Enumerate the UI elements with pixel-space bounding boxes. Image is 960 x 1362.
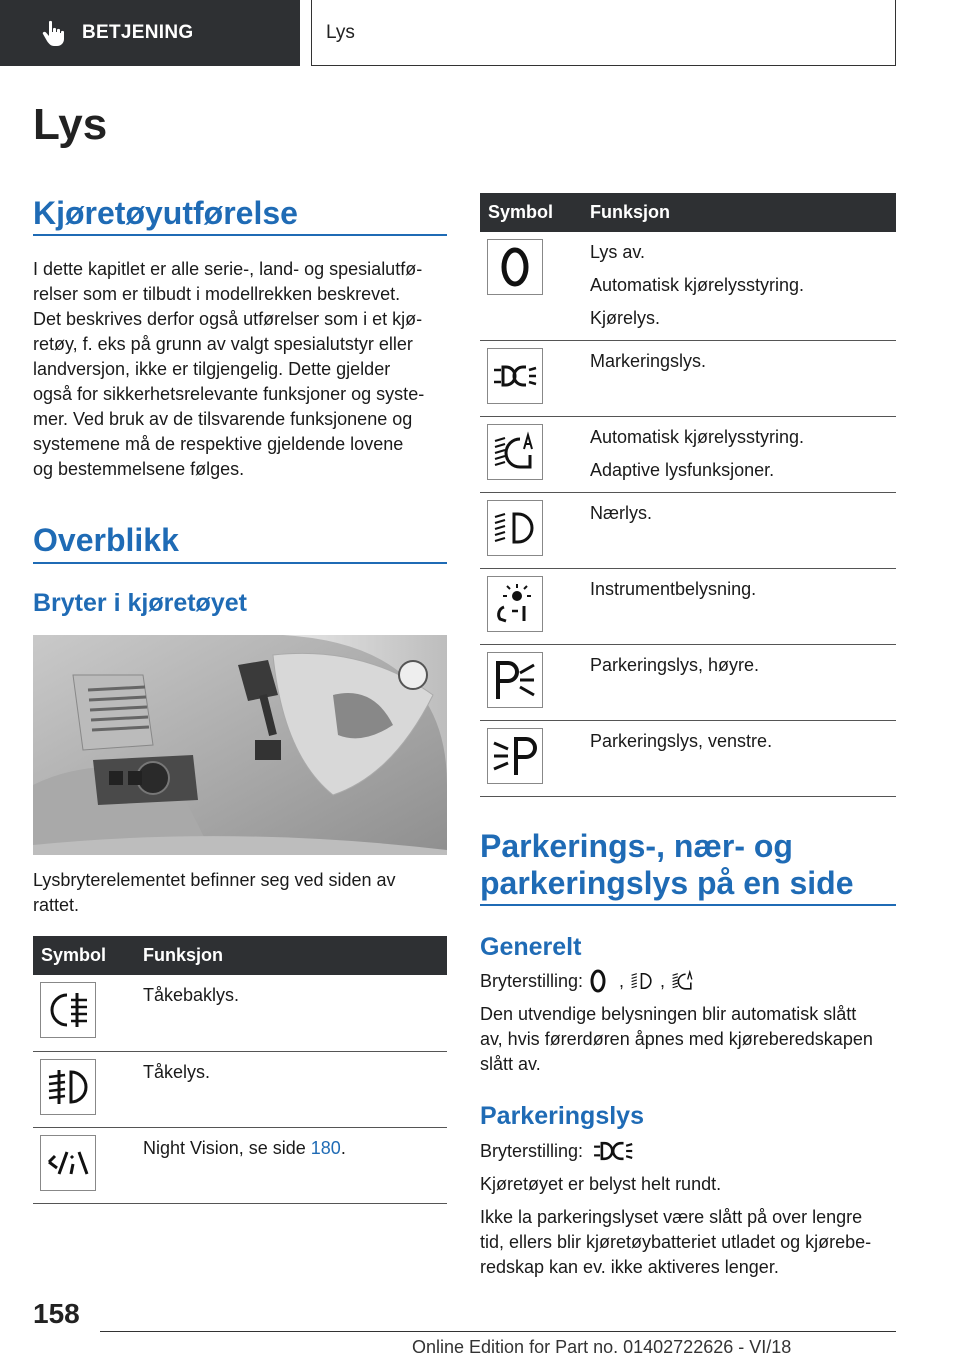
zero-icon: [487, 239, 543, 295]
section-label: BETJENING: [82, 22, 194, 43]
table-row: [480, 645, 896, 721]
low-beam-icon: [487, 500, 543, 556]
auto-headlight-icon: [487, 424, 543, 480]
section-tab[interactable]: [0, 0, 300, 66]
switch-positions-parkeringslys: Bryterstilling:: [480, 1138, 900, 1164]
dashboard-light-switch-photo: [33, 635, 447, 855]
column-header-symbol: Symbol: [33, 936, 143, 975]
symbol-table-left: [33, 936, 447, 1204]
function-text: Lys av.: [590, 242, 646, 262]
parkeringslys-line: Kjøretøyet er belyst helt rundt.: [480, 1174, 722, 1194]
chapter-tab[interactable]: [311, 0, 896, 66]
front-fog-icon: [40, 1059, 96, 1115]
footer-rule: [100, 1331, 896, 1332]
chapter-label: Lys: [326, 21, 355, 43]
table-row: [480, 569, 896, 645]
table-row: [33, 1051, 447, 1127]
photo-caption: Lysbryterelementet befinner seg ved siden av rattet.: [33, 870, 396, 915]
function-text: Parkeringslys, venstre.: [590, 731, 773, 751]
parking-right-icon: [487, 652, 543, 708]
zero-icon: [586, 968, 616, 994]
heading-rule: [480, 904, 896, 906]
page-number: 158: [33, 1298, 80, 1329]
table-row: [33, 1127, 447, 1203]
heading-parkering: Parkerings-, nær- og parkeringslys på en side: [480, 828, 854, 901]
heading-overblikk: Overblikk: [33, 522, 179, 558]
function-text: Automatisk kjørelysstyring.: [590, 427, 805, 447]
instrument-lighting-icon: [487, 576, 543, 632]
hand-pointer-icon: [40, 19, 68, 47]
side-lights-icon: [586, 1138, 642, 1164]
heading-rule: [33, 562, 447, 564]
table-row: [480, 417, 896, 493]
table-row: [480, 232, 896, 341]
table-row: [480, 721, 896, 797]
function-text: Automatisk kjørelysstyring.: [590, 275, 805, 295]
switch-positions-generelt: Bryterstilling: , ,: [480, 968, 900, 994]
function-text: Tåkebaklys.: [143, 985, 240, 1005]
night-vision-icon: [40, 1135, 96, 1191]
function-text: Tåkelys.: [143, 1061, 211, 1082]
parkeringslys-paragraph: Ikke la parkeringslyset være slått på over lengre tid, ellers blir kjøretøybatteriet utladet og kjørebe‐ redskap kan ev. ikke aktiveres lenger.: [480, 1207, 872, 1277]
function-text: Nærlys.: [590, 503, 652, 523]
function-text: Instrumentbelysning.: [590, 579, 757, 599]
parking-left-icon: [487, 728, 543, 784]
function-text: Parkeringslys, høyre.: [590, 655, 760, 675]
footer-edition: Online Edition for Part no. 01402722626 - VI/18: [412, 1337, 792, 1357]
generelt-paragraph: Den utvendige belysningen blir automatisk slått av, hvis førerdøren åpnes med kjøreberedskapen slått av.: [480, 1004, 873, 1074]
function-text: Markeringslys.: [590, 351, 707, 371]
heading-rule: [33, 234, 447, 236]
heading-parkeringslys: Parkeringslys: [480, 1102, 644, 1130]
function-text: Kjørelys.: [590, 308, 661, 328]
column-header-function: Funksjon: [143, 936, 447, 975]
page-link[interactable]: 180: [310, 1137, 341, 1158]
side-lights-icon: [487, 348, 543, 404]
function-text: Adaptive lysfunksjoner.: [590, 460, 775, 480]
function-text: Night Vision, se side 180.: [143, 1137, 346, 1158]
heading-generelt: Generelt: [480, 933, 582, 961]
table-row: [480, 493, 896, 569]
page-title: Lys: [33, 100, 108, 149]
table-row: [33, 975, 447, 1051]
heading-kjoretoyutforelse: Kjøretøyutførelse: [33, 195, 298, 231]
rear-fog-icon: [40, 982, 96, 1038]
low-beam-icon: [627, 968, 657, 994]
column-header-symbol: Symbol: [480, 193, 590, 232]
heading-bryter: Bryter i kjøretøyet: [33, 589, 247, 617]
symbol-table-right: [480, 193, 896, 797]
table-row: [480, 341, 896, 417]
auto-headlight-icon: [668, 968, 698, 994]
intro-paragraph: I dette kapitlet er alle serie-, land- og spesialutfø‐ relser som er tilbudt i modellrekken beskrevet. Det beskrives derfor også utførelser som i et kjø‐ retøy, f. eks på grunn av valgt spesialutstyr eller landversjon, ikke er tilgjengelig. Dette gjelder også for sikkerhetsrelevante funksjoner og syste‐ mer. Ved bruk av de tilsvarende funksjonene og systemene må de respektive gjeldende lovene og bestemmelsene følges.: [33, 259, 425, 479]
column-header-function: Funksjon: [590, 193, 896, 232]
